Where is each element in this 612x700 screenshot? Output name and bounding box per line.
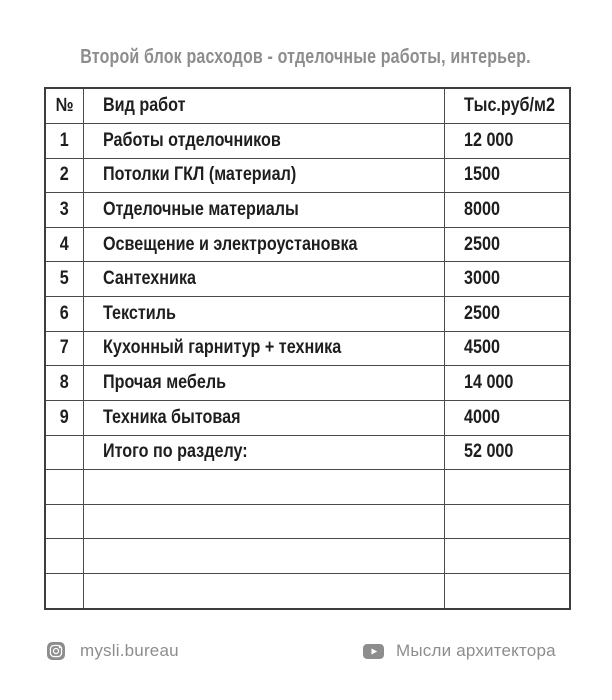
cell-price	[444, 227, 570, 262]
cell-num	[45, 193, 83, 228]
cell-num	[45, 331, 83, 366]
row-num: 8	[59, 372, 69, 394]
cell-price	[444, 504, 570, 539]
cell-price	[444, 193, 570, 228]
youtube-channel	[363, 641, 556, 661]
table-row	[45, 331, 570, 366]
cell-price	[444, 400, 570, 435]
row-work: Техника бытовая	[102, 406, 241, 428]
row-num: 4	[59, 233, 69, 255]
cell-price	[444, 262, 570, 297]
instagram-icon	[47, 642, 65, 660]
cell-work	[83, 331, 444, 366]
row-price: 4500	[463, 337, 500, 359]
table-row	[45, 158, 570, 193]
instagram-handle-text: mysli.bureau	[80, 641, 179, 660]
row-price: 12 000	[463, 129, 513, 151]
total-row	[45, 435, 570, 470]
row-num: 7	[59, 337, 69, 359]
table-row	[45, 193, 570, 228]
cell-work	[83, 470, 444, 505]
header-row	[45, 88, 570, 123]
table-row	[45, 297, 570, 332]
cell-num	[45, 539, 83, 574]
cell-price	[444, 297, 570, 332]
col-header-num	[45, 88, 83, 123]
col-header-work-text: Вид работ	[102, 94, 186, 116]
cell-work	[83, 435, 444, 470]
table-row	[45, 123, 570, 158]
youtube-icon	[363, 644, 384, 659]
cell-work	[83, 574, 444, 610]
row-work: Отделочные материалы	[102, 198, 299, 220]
cell-num	[45, 504, 83, 539]
col-header-num-text: №	[55, 94, 74, 116]
row-num: 6	[59, 302, 69, 324]
total-label: Итого по разделу:	[102, 441, 248, 463]
cell-num	[45, 470, 83, 505]
row-work: Работы отделочников	[102, 129, 281, 151]
row-price: 1500	[463, 164, 500, 186]
row-work: Сантехника	[102, 268, 196, 290]
row-num: 2	[59, 164, 69, 186]
row-price: 2500	[463, 302, 500, 324]
row-num: 5	[59, 268, 69, 290]
expenses-table	[44, 87, 571, 610]
cell-num	[45, 400, 83, 435]
table-row	[45, 400, 570, 435]
instagram-handle	[47, 641, 179, 661]
row-work: Потолки ГКЛ (материал)	[102, 164, 296, 186]
row-num: 9	[59, 406, 69, 428]
cell-num	[45, 297, 83, 332]
youtube-channel-text: Мысли архитектора	[396, 641, 556, 660]
cell-price	[444, 470, 570, 505]
row-price: 3000	[463, 268, 500, 290]
cell-work	[83, 297, 444, 332]
table-row	[45, 227, 570, 262]
row-price: 8000	[463, 198, 500, 220]
row-work: Кухонный гарнитур + техника	[102, 337, 341, 359]
cell-work	[83, 400, 444, 435]
cell-num	[45, 574, 83, 610]
cell-work	[83, 262, 444, 297]
empty-row	[45, 539, 570, 574]
row-price: 2500	[463, 233, 500, 255]
col-header-work	[83, 88, 444, 123]
cell-price	[444, 123, 570, 158]
col-header-price	[444, 88, 570, 123]
empty-row	[45, 504, 570, 539]
cell-price	[444, 331, 570, 366]
cell-work	[83, 366, 444, 401]
cell-price	[444, 435, 570, 470]
row-price: 4000	[463, 406, 500, 428]
cell-price	[444, 574, 570, 610]
cell-work	[83, 193, 444, 228]
cell-price	[444, 539, 570, 574]
cell-work	[83, 123, 444, 158]
row-num: 3	[59, 198, 69, 220]
row-work: Прочая мебель	[102, 372, 226, 394]
empty-row	[45, 470, 570, 505]
table-row	[45, 262, 570, 297]
row-work: Освещение и электроустановка	[102, 233, 358, 255]
cell-work	[83, 227, 444, 262]
cell-num	[45, 262, 83, 297]
row-num: 1	[59, 129, 69, 151]
table-row	[45, 366, 570, 401]
cell-num	[45, 227, 83, 262]
cell-price	[444, 158, 570, 193]
cell-work	[83, 504, 444, 539]
cell-num	[45, 158, 83, 193]
page-title	[0, 45, 612, 69]
empty-row	[45, 574, 570, 610]
cell-num	[45, 366, 83, 401]
total-value: 52 000	[463, 441, 513, 463]
cell-work	[83, 158, 444, 193]
cell-price	[444, 366, 570, 401]
cell-work	[83, 539, 444, 574]
page-title-text: Второй блок расходов - отделочные работы, интерьер.	[80, 46, 532, 68]
col-header-price-text: Тыс.руб/м2	[463, 94, 555, 116]
cell-num	[45, 123, 83, 158]
row-price: 14 000	[463, 372, 513, 394]
row-work: Текстиль	[102, 302, 176, 324]
cell-num	[45, 435, 83, 470]
